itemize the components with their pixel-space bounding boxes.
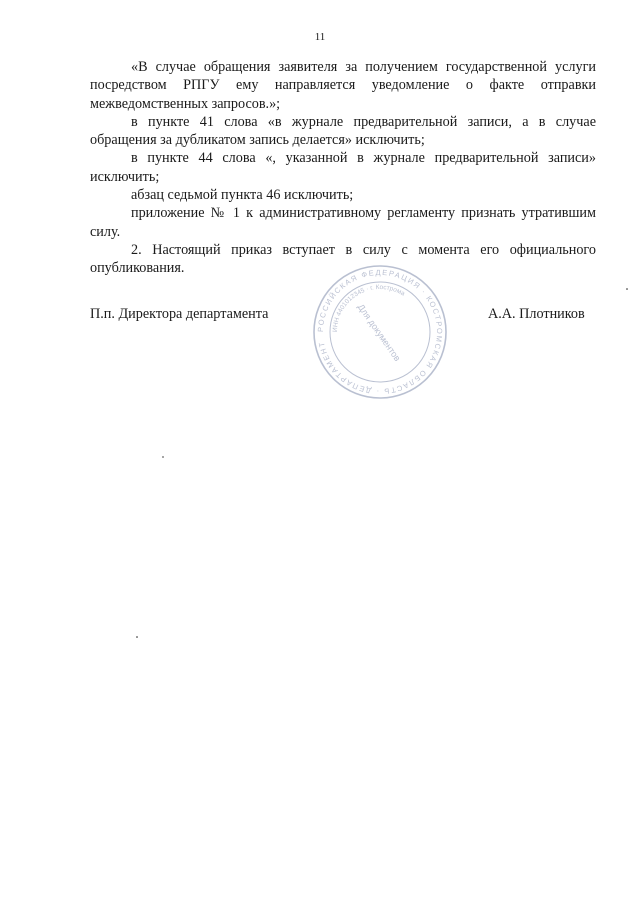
paragraph: в пункте 44 слова «, указанной в журнале предварительной записи» исключить; (90, 150, 596, 185)
scan-speck (162, 456, 164, 458)
paragraph: в пункте 41 слова «в журнале предварительной записи, а в случае обращения за дубликатом запись делается» исключить; (90, 113, 596, 149)
page-number: 11 (314, 31, 326, 43)
official-stamp (310, 262, 450, 402)
signatory-position: П.п. Директора департамента (90, 306, 269, 322)
scan-speck (626, 288, 628, 290)
stamp-outer-text: РОССИЙСКАЯ ФЕДЕРАЦИЯ · КОСТРОМСКАЯ ОБЛАСТЬ · ДЕПАРТАМЕНТ (315, 267, 445, 397)
stamp-middle-text: ИНН 4401012345 · г. Кострома (331, 283, 406, 333)
paragraph: 2. Настоящий приказ вступает в силу с момента его официального опубликования. (90, 241, 596, 277)
paragraph: «В случае обращения заявителя за получением государственной услуги посредством РПГУ ему направляется уведомление о факте отправки межведомственных запросов.»; (90, 59, 596, 112)
scan-speck (136, 636, 138, 638)
stamp-center-text: Для документов (355, 302, 403, 364)
paragraph: абзац седьмой пункта 46 исключить; (131, 187, 354, 204)
signatory-name: А.А. Плотников (488, 306, 585, 322)
document-body (90, 58, 596, 278)
paragraph: приложение № 1 к административному регламенту признать утратившим силу. (90, 205, 596, 240)
